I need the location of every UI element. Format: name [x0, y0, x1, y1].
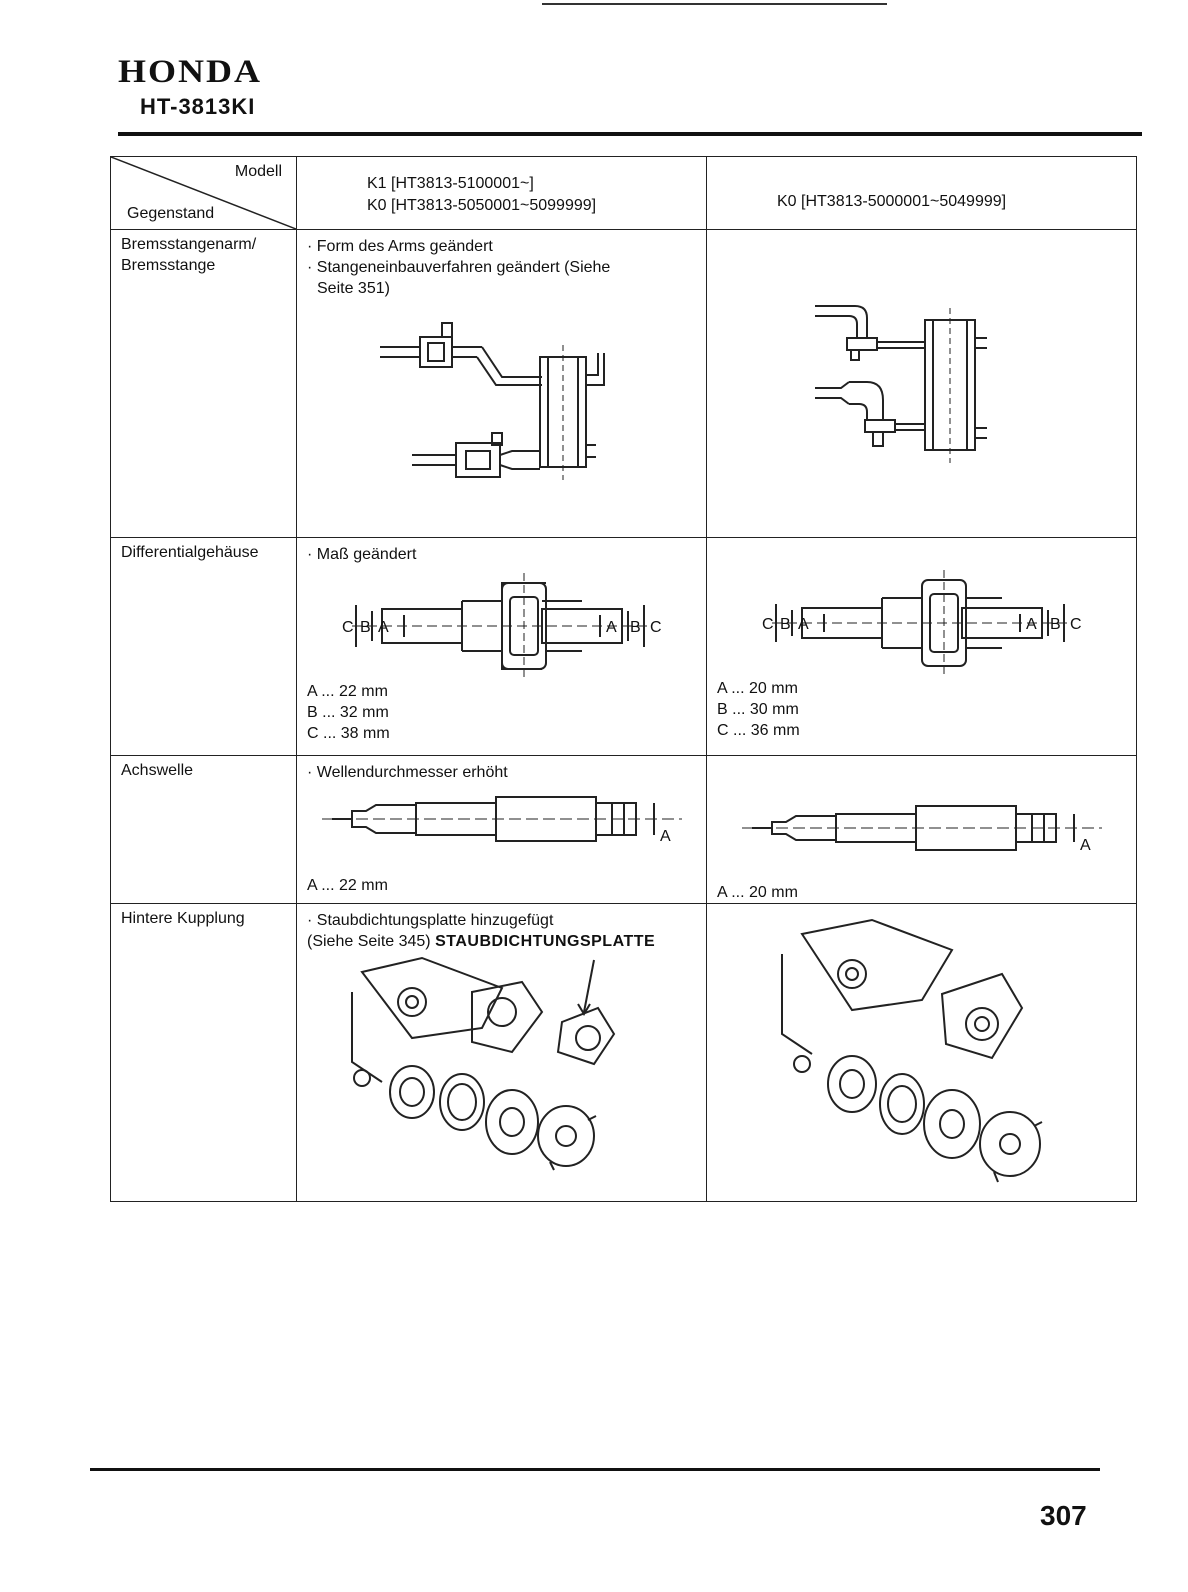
dust-seal-plate-callout: STAUBDICHTUNGSPLATTE — [435, 933, 656, 950]
old-dim-c-left: C — [761, 616, 774, 633]
k1-serial: K1 [HT3813-5100001~] — [367, 175, 534, 192]
page-number: 307 — [1040, 1500, 1087, 1531]
column-header-k0 — [707, 157, 1137, 230]
brake-note-3: Seite 351) — [317, 280, 390, 297]
old-dim-c-right: C — [1069, 616, 1082, 633]
brake-item-cell — [111, 230, 297, 538]
coupling-note-1: · Staubdichtungsplatte hinzugefügt — [307, 912, 554, 929]
footer-rule — [90, 1468, 1100, 1471]
axle-row — [111, 756, 1137, 904]
diff-old-b: B ... 30 mm — [717, 701, 799, 718]
modell-label: Modell — [234, 163, 282, 180]
table-header-row — [111, 157, 1137, 230]
axle-old-cell — [707, 756, 1137, 904]
differential-item: Differentialgehäuse — [121, 544, 259, 561]
brake-arm-new-drawing — [372, 305, 632, 495]
diff-old-c: C ... 36 mm — [717, 722, 800, 739]
old-dim-b-left: B — [779, 616, 791, 633]
old-dim-a-left: A — [797, 616, 809, 633]
rear-coupling-new-drawing — [322, 952, 682, 1172]
coupling-item-cell — [111, 904, 297, 1202]
axle-old-a: A ... 20 mm — [717, 884, 798, 901]
column-header-k1 — [297, 157, 707, 230]
axle-new-a: A ... 22 mm — [307, 877, 388, 894]
honda-logo: HONDA — [118, 52, 262, 90]
differential-new-drawing — [322, 571, 682, 681]
dim-a-left: A — [377, 619, 389, 636]
coupling-old-cell — [707, 904, 1137, 1202]
k0-late-serial: K0 [HT3813-5050001~5099999] — [367, 197, 597, 214]
rear-coupling-old-drawing — [742, 914, 1102, 1194]
differential-new-cell — [297, 538, 707, 756]
k0-early-serial: K0 [HT3813-5000001~5049999] — [777, 193, 1007, 210]
diff-new-c: C ... 38 mm — [307, 725, 390, 742]
old-dim-a-right: A — [1025, 616, 1037, 633]
coupling-row — [111, 904, 1137, 1202]
dim-a-right: A — [605, 619, 617, 636]
coupling-note-2 — [307, 931, 696, 952]
corner-cell — [111, 157, 297, 230]
diff-new-a: A ... 22 mm — [307, 683, 388, 700]
brake-arm-old-drawing — [807, 298, 1037, 498]
brake-note-1: · Form des Arms geändert — [307, 238, 493, 255]
diff-new-b: B ... 32 mm — [307, 704, 389, 721]
brake-item-line1: Bremsstangenarm/ — [121, 236, 257, 253]
diff-old-a: A ... 20 mm — [717, 680, 798, 697]
header-rule — [118, 132, 1142, 136]
dim-c-left: C — [341, 619, 354, 636]
axle-old-dim-label: A — [1079, 837, 1091, 854]
model-number: HT-3813KI — [140, 94, 256, 119]
gegenstand-label: Gegenstand — [127, 205, 215, 222]
differential-item-cell — [111, 538, 297, 756]
axle-new-cell — [297, 756, 707, 904]
brake-old-cell — [707, 230, 1137, 538]
coupling-new-cell — [297, 904, 707, 1202]
axle-item-cell — [111, 756, 297, 904]
coupling-item: Hintere Kupplung — [121, 910, 245, 927]
old-dim-b-right: B — [1049, 616, 1061, 633]
axle-new-drawing — [312, 789, 692, 859]
brake-item-line2: Bremsstange — [121, 257, 216, 274]
axle-note: · Wellendurchmesser erhöht — [307, 764, 508, 781]
differential-note: · Maß geändert — [307, 546, 417, 563]
differential-old-cell — [707, 538, 1137, 756]
differential-row — [111, 538, 1137, 756]
brake-row — [111, 230, 1137, 538]
dim-b-right: B — [629, 619, 641, 636]
changes-table — [110, 156, 1137, 1202]
axle-item: Achswelle — [121, 762, 194, 779]
dim-b-left: B — [359, 619, 371, 636]
brake-new-cell — [297, 230, 707, 538]
top-rule — [542, 3, 887, 5]
axle-new-dim-label: A — [659, 828, 671, 845]
coupling-note-2-text: (Siehe Seite 345) — [307, 933, 431, 950]
axle-old-drawing — [732, 798, 1112, 868]
brake-note-2: · Stangeneinbauverfahren geändert (Siehe — [307, 259, 611, 276]
differential-old-drawing — [742, 568, 1102, 678]
dim-c-right: C — [649, 619, 662, 636]
